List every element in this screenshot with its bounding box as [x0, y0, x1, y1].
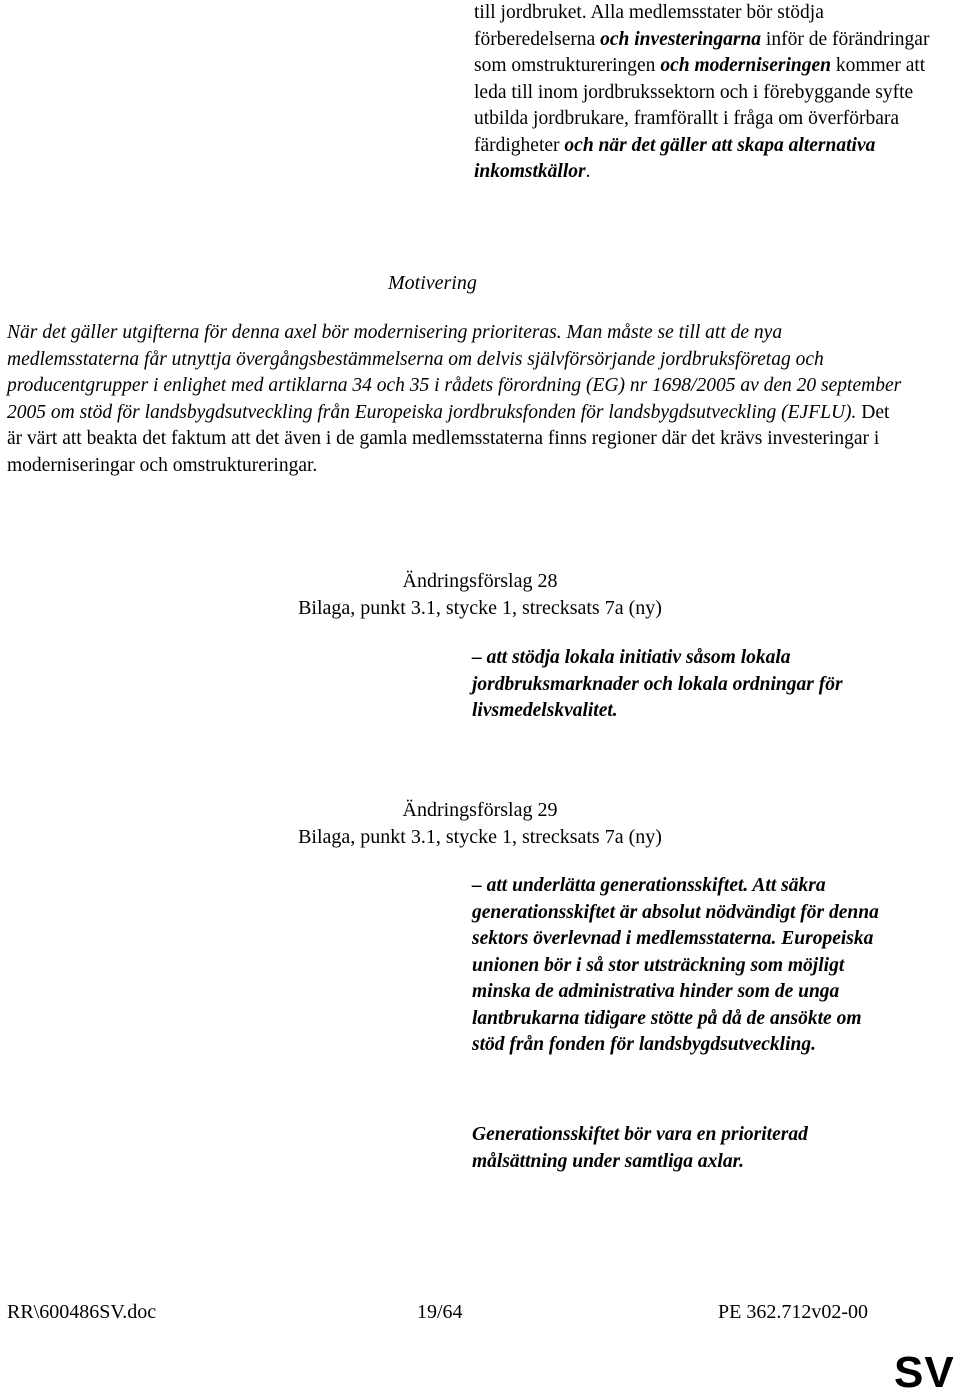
amendment-28-title: Ändringsförslag 28	[402, 570, 558, 592]
text-segment-bold-italic: och moderniseringen	[660, 55, 831, 76]
text-segment-bold-italic: och investeringarna	[600, 28, 762, 50]
motivering-text-italic: När det gäller utgifterna för denna axel bör modernisering prioriteras. Man måste se till att de nya medlemsstaterna får utnyttja övergångsbestämmelserna om delvis självförsörjande jordbruksföretag och producentgrupper i enlighet med artiklarna 34 och 35 i rådets förordning (EG) nr 1698/2005 av den 20 september 2005 om stöd för landsbygdsutveckling från Europeiska jordbruksfonden för landsbygdsutveckling (EJFLU).	[7, 322, 902, 423]
text-segment-bold-italic: och när det gäller att skapa alternativa inkomstkällor	[474, 134, 876, 182]
motivering-heading: Motivering	[388, 272, 477, 294]
footer-doc-ref: RR\600486SV.doc	[7, 1301, 157, 1323]
continued-paragraph	[474, 0, 934, 186]
amendment-29-title: Ändringsförslag 29	[402, 799, 558, 821]
motivering-text-upright: Det är värt att beakta det faktum att det även i de gamla medlemsstaterna finns regioner där det krävs investeringar i moderniseringar och omstruktureringar.	[7, 401, 890, 476]
amendment-29-subtitle: Bilaga, punkt 3.1, stycke 1, strecksats 7a (ny)	[298, 826, 662, 848]
amendment-29-body-second: Generationsskiftet bör vara en prioriterad målsättning under samtliga axlar.	[472, 1124, 808, 1172]
footer-pe-ref: PE 362.712v02-00	[718, 1301, 868, 1323]
text-segment: till jordbruket. Alla medlemsstater bör stödja förberedelserna	[474, 2, 824, 50]
motivering-text	[7, 320, 907, 479]
footer-page-number: 19/64	[417, 1301, 463, 1323]
amendment-28-subtitle: Bilaga, punkt 3.1, stycke 1, strecksats 7a (ny)	[298, 597, 662, 619]
text-segment: .	[585, 161, 591, 182]
amendment-29-body: – att underlätta generationsskiftet. Att säkra generationsskiftet är absolut nödvändigt för denna sektors överlevnad i medlemsstaterna. Europeiska unionen bör i så stor utsträckning som möjligt minska de administrativa hinder som de unga lantbrukarna tidigare stötte på då de ansökte om stöd från fonden för landsbygdsutveckling.	[472, 875, 879, 1055]
amendment-28-body: – att stödja lokala initiativ såsom lokala jordbruksmarknader och lokala ordningar för livsmedelskvalitet.	[472, 647, 843, 721]
text-segment: inför de förändringar som omstruktureringen	[474, 28, 930, 76]
text-segment: kommer att leda till inom jordbrukssektorn och i förebyggande syfte utbilda jordbrukare, framförallt i fråga om överförbara färdigheter	[474, 55, 926, 156]
language-badge: SV	[894, 1348, 955, 1397]
